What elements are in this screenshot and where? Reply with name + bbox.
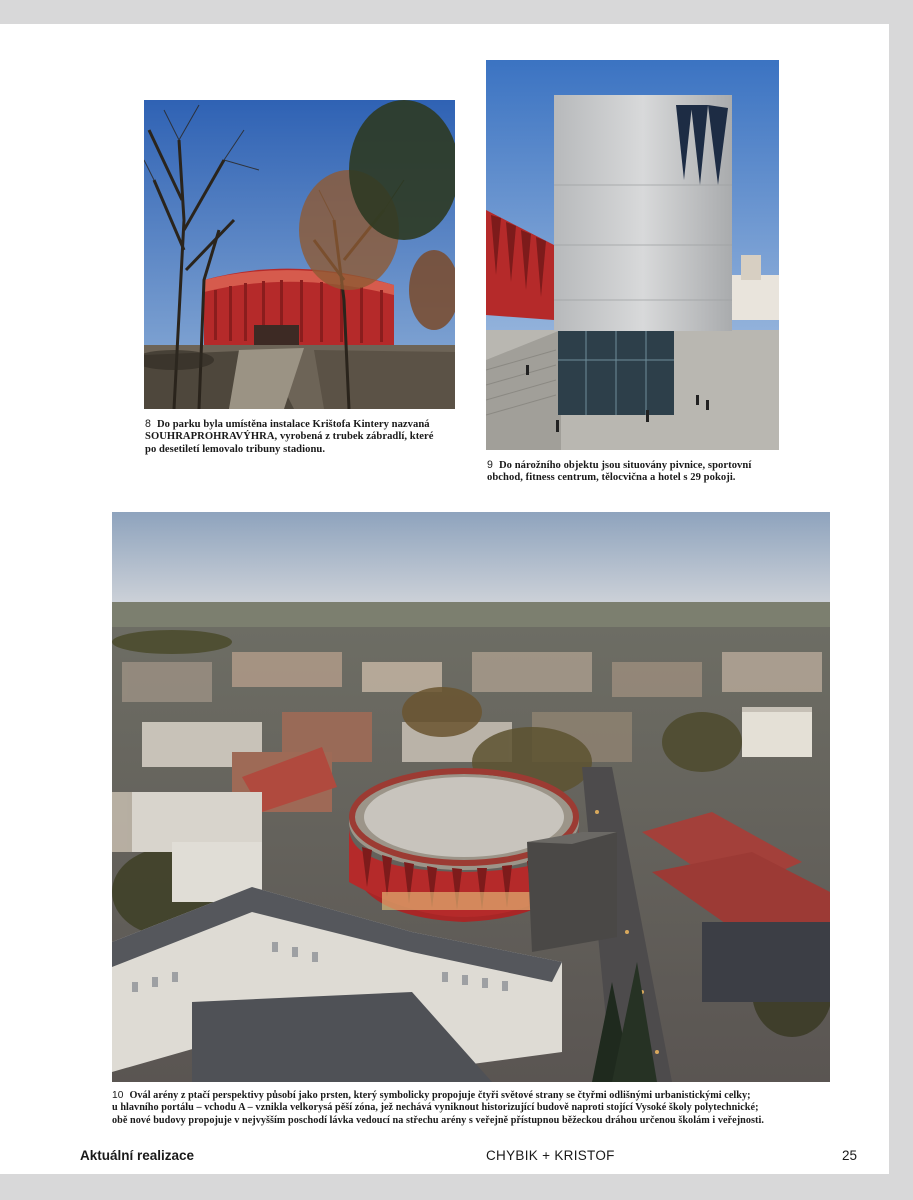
caption-10 bbox=[112, 1090, 764, 1127]
caption-9-line-1: 9 Do nárožního objektu jsou situovány pivnice, sportovní bbox=[487, 459, 752, 471]
caption-8-line-2: SOUHRAPROHRAVÝHRA, vyrobená z trubek zábradlí, které bbox=[145, 431, 434, 443]
caption-8-line-1: 8 Do parku byla umístěna instalace Krištofa Kintery nazvaná bbox=[145, 418, 430, 430]
footer-section-title: Aktuální realizace bbox=[80, 1148, 195, 1163]
caption-10-line-1: 10 Ovál arény z ptačí perspektivy působí jako prsten, který symbolicky propojuje čtyři světové strany se čtyřmi odlišnými urbanistickými celky; bbox=[112, 1090, 751, 1101]
page-number: 25 bbox=[842, 1148, 858, 1163]
caption-10-line-2: u hlavního portálu – vchodu A – vznikla velkorysá pěší zóna, jež nechává vyniknout historizující budově naproti stojící Vysoké školy polytechnické; bbox=[112, 1102, 759, 1114]
caption-8-number: 8 bbox=[145, 418, 151, 430]
caption-10-line-3: obě nové budovy propojuje v nejvyšším poschodí lávka vedoucí na střechu arény s veřejně přístupnou běžeckou dráhou určenou školám i veřejnosti. bbox=[112, 1114, 764, 1126]
caption-9-line-2: obchod, fitness centrum, tělocvična a hotel s 29 pokoji. bbox=[487, 472, 736, 484]
caption-9 bbox=[487, 459, 751, 485]
photo-aerial-city bbox=[112, 512, 830, 1082]
photo-corner-building bbox=[486, 60, 779, 450]
caption-10-number: 10 bbox=[112, 1090, 124, 1101]
caption-9-number: 9 bbox=[487, 459, 493, 471]
caption-8 bbox=[145, 418, 434, 456]
footer-authors: CHYBIK + KRISTOF bbox=[486, 1148, 615, 1163]
photo-arena-park bbox=[144, 100, 455, 409]
caption-8-line-3: po desetiletí lemovalo tribuny stadionu. bbox=[145, 443, 326, 455]
